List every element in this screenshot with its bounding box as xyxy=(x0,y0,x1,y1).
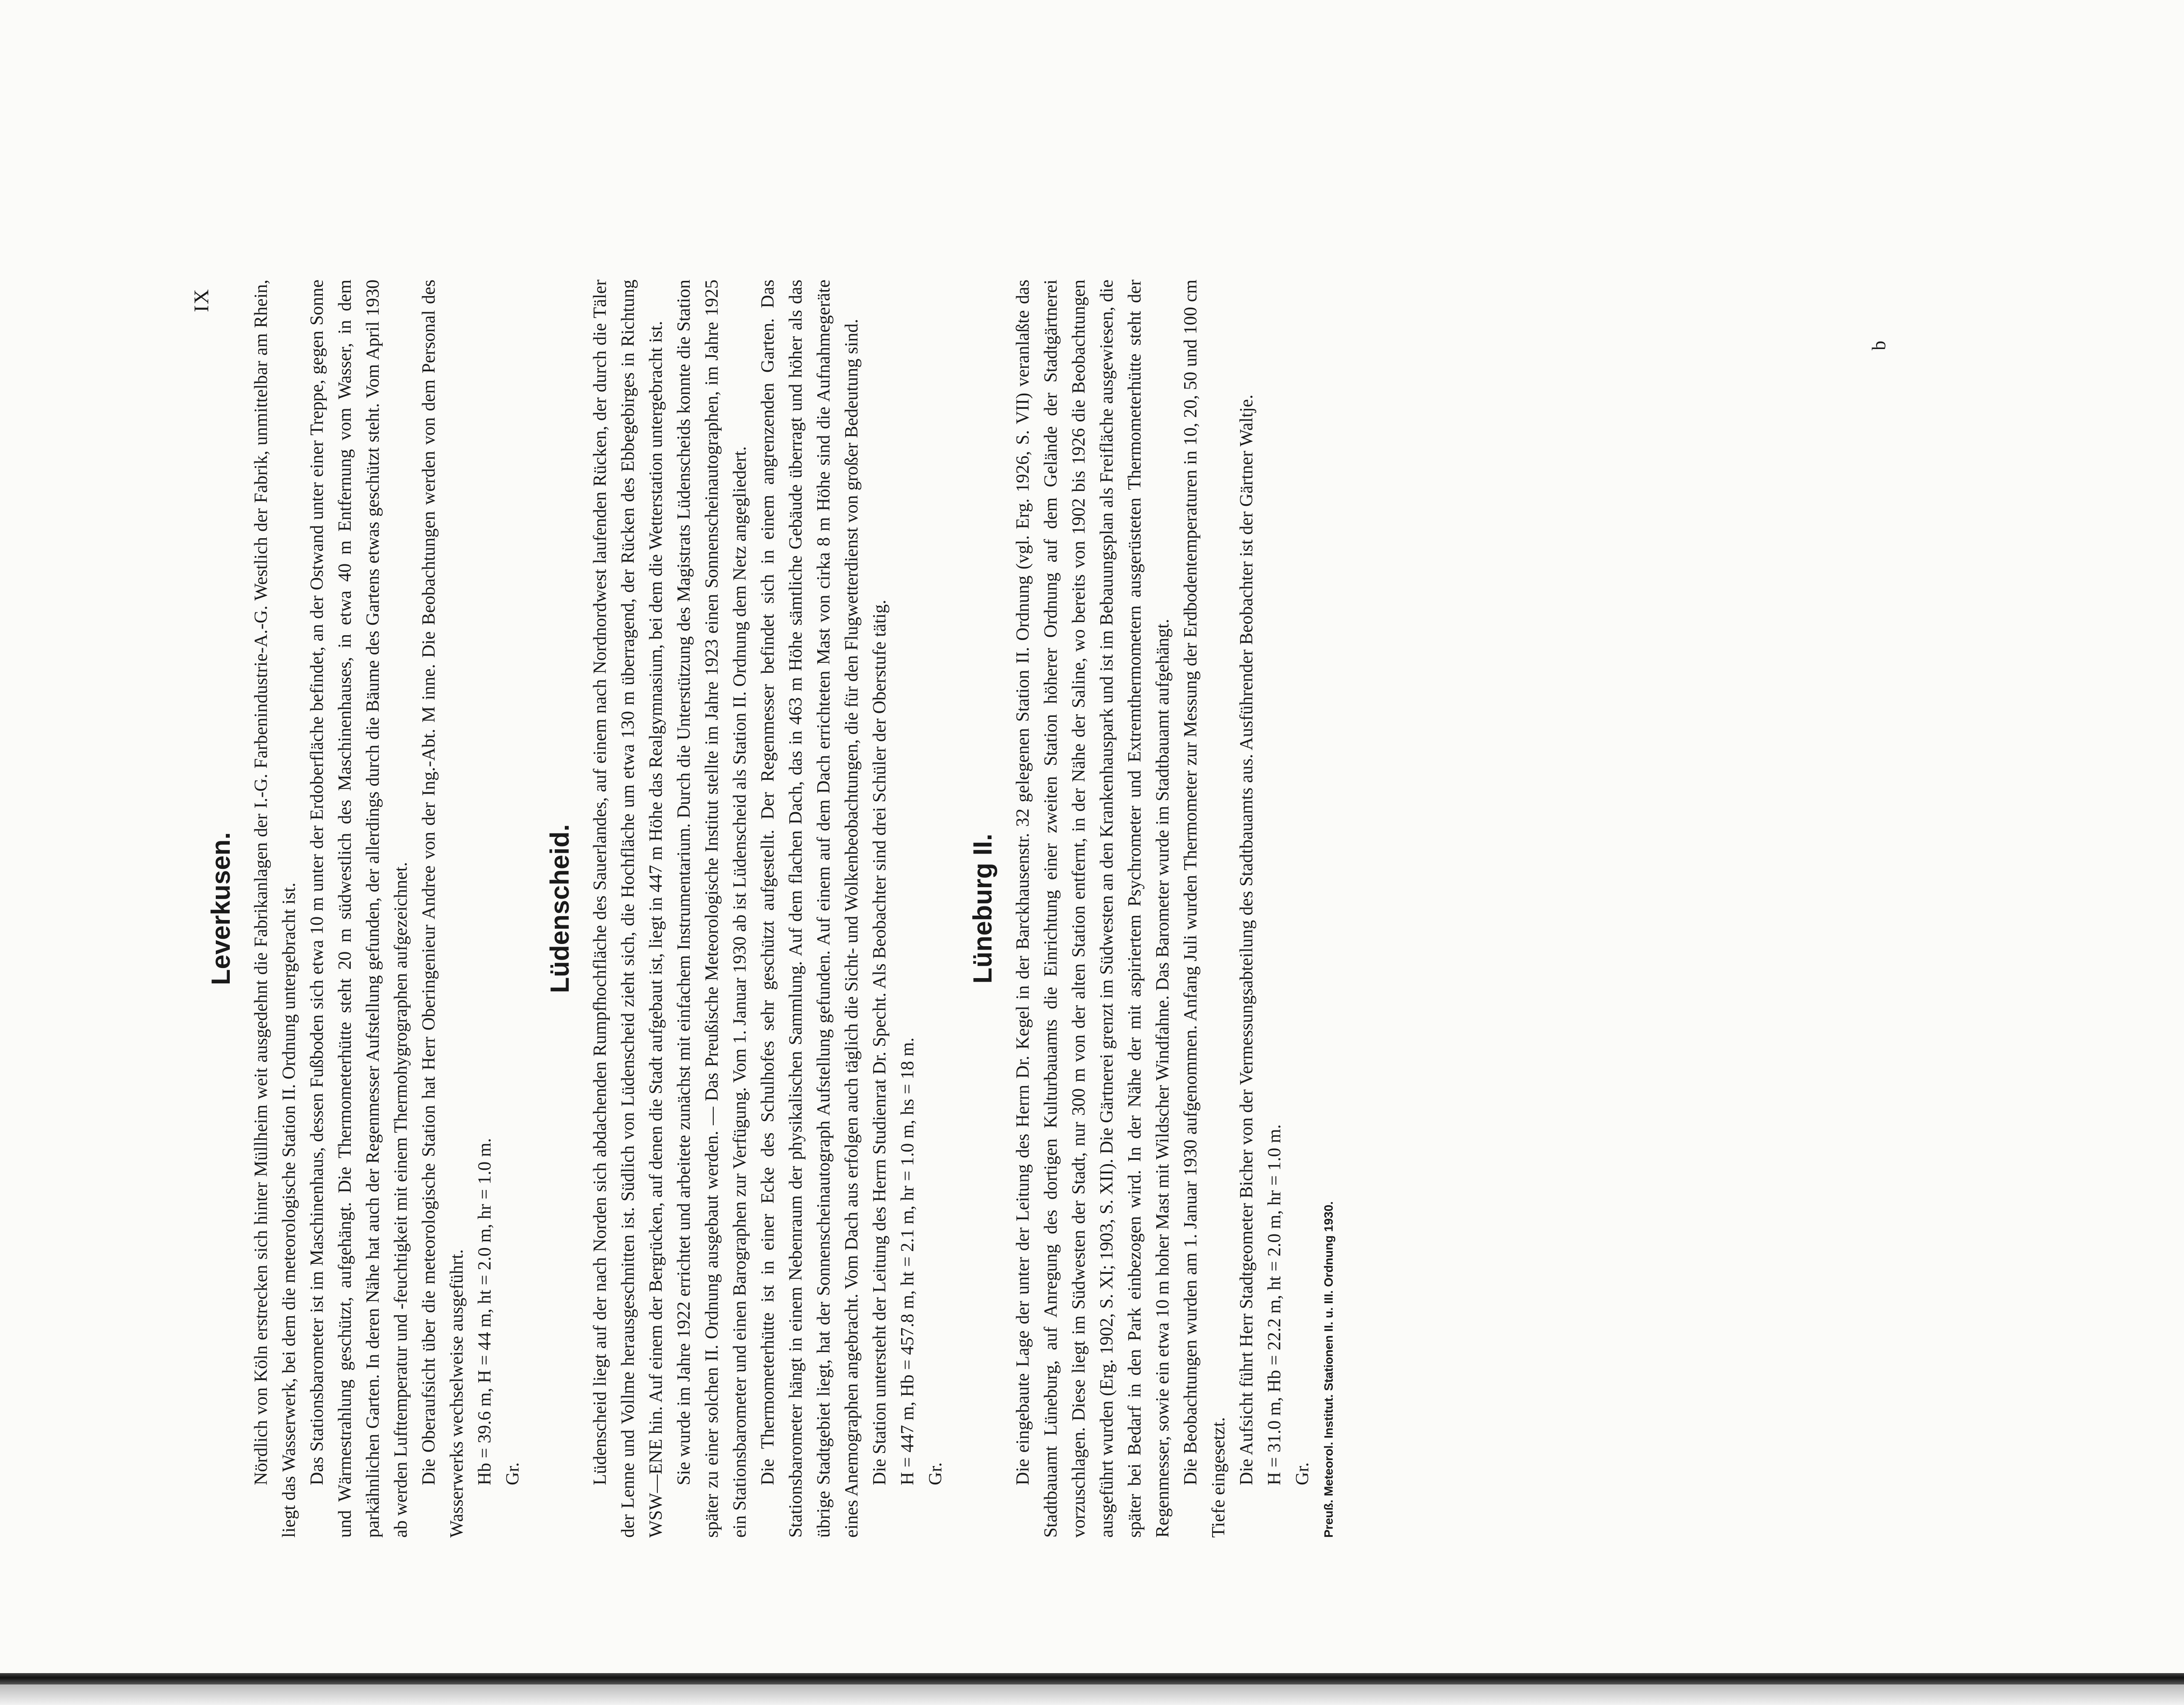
author-signature: Gr. xyxy=(926,1462,946,1485)
scanner-edge-strip xyxy=(0,1673,2184,1684)
section-leverkusen xyxy=(205,280,527,1538)
section-title: Lüdenscheid. xyxy=(545,824,574,993)
station-heights: H = 31.0 m, Hb = 22.2 m, ht = 2.0 m, hr = 1.0 m. xyxy=(1265,1124,1285,1485)
author-signature: Gr. xyxy=(503,1462,523,1485)
paragraph: Das Stationsbarometer ist im Maschinenhaus, dessen Fußboden sich etwa 10 m unter der Erdoberfläche befindet, an der Ostwand unter einer Treppe, gegen Sonne und Wärmestrahlung geschützt, aufgehängt. Die Thermometerhütte steht 20 m südwestlich des Maschinenhauses, in etwa 40 m Entfernung vom Wasser, in dem parkähnlichen Garten. In deren Nähe hat auch der Regenmesser Aufstellung gefunden, der allerdings durch die Bäume des Gartens etwas geschützt steht. Vom April 1930 ab werden Lufttemperatur und -feuchtigkeit mit einem Thermohygrographen aufgezeichnet. xyxy=(307,280,411,1538)
paragraph: Die Aufsicht führt Herr Stadtgeometer Bicher von der Vermessungsabteilung des Stadtbauamts aus. Ausführender Beobachter ist der Gärtner Waltje. xyxy=(1237,394,1257,1485)
publication-footnote: Preuß. Meteorol. Institut. Stationen II. u. III. Ordnung 1930. xyxy=(1322,1201,1335,1538)
paragraph: Die Oberaufsicht über die meteorologische Station hat Herr Oberingenieur Andree von der Ing.-Abt. M inne. Die Beobachtungen werden von dem Personal des Wasserwerks wechselweise ausgeführt. xyxy=(419,280,467,1538)
station-heights: H = 447 m, Hb = 457.8 m, ht = 2.1 m, hr = 1.0 m, hs = 18 m. xyxy=(898,1038,918,1485)
author-signature: Gr. xyxy=(1292,1462,1313,1485)
page-number: IX xyxy=(190,288,213,312)
station-heights: Hb = 39.6 m, H = 44 m, ht = 2.0 m, hr = 1.0 m. xyxy=(475,1138,495,1485)
paragraph: Sie wurde im Jahre 1922 errichtet und arbeitete zunächst mit einfachem Instrumentarium. Durch die Unterstützung des Magistrats Lüdenscheids konnte die Station später zu einer solchen II. Ordnung ausgebaut werden. — Das Preußische Meteorologische Institut stellte im Jahre 1923 einen Sonnenscheinautographen, im Jahre 1925 ein Stationsbarometer und einen Barographen zur Verfügung. Vom 1. Januar 1930 ab ist Lüdenscheid als Station II. Ordnung dem Netz angegliedert. xyxy=(674,280,750,1538)
paragraph: Lüdenscheid liegt auf der nach Norden sich abdachenden Rumpfhochfläche des Sauerlandes, auf einem nach Nordnordwest laufenden Rücken, der durch die Täler der Lenne und Vollme herausgeschnitten ist. Südlich von Lüdenscheid zieht sich, die Hochfläche um etwa 130 m überragend, der Rücken des Ebbegebirges in Richtung WSW—ENE hin. Auf einem der Bergrücken, auf denen die Stadt aufgebaut ist, liegt in 447 m Höhe das Realgymnasium, bei dem die Wetterstation untergebracht ist. xyxy=(590,280,666,1538)
paragraph: Die eingebaute Lage der unter der Leitung des Herrn Dr. Kegel in der Barckhausenstr. 32 gelegenen Station II. Ordnung (vgl. Erg. 1926, S. VII) veranlaßte das Stadtbauamt Lüneburg, auf Anregung des dortigen Kulturbauamts die Einrichtung einer zweiten Station höherer Ordnung auf dem Gelände der Stadtgärtnerei vorzuschlagen. Diese liegt im Südwesten der Stadt, nur 300 m von der alten Station entfernt, in der Nähe der Saline, wo bereits von 1902 bis 1926 die Beobachtungen ausgeführt wurden (Erg. 1902, S. XI; 1903, S. XII). Die Gärtnerei grenzt im Südwesten an den Krankenhauspark und ist im Bebauungsplan als Freifläche ausgewiesen, die später bei Bedarf in den Park einbezogen wird. In der Nähe der mit aspiriertem Psychrometer und Extremthermometern ausgerüsteten Thermometerhütte steht der Regenmesser, sowie ein etwa 10 m hoher Mast mit Wildscher Windfahne. Das Barometer wurde im Stadtbauamt aufgehängt. xyxy=(1013,280,1173,1538)
section-luedenscheid xyxy=(544,280,950,1538)
section-title: Leverkusen. xyxy=(206,832,235,986)
section-lueneburg xyxy=(967,280,1337,1538)
paragraph: Die Beobachtungen wurden am 1. Januar 1930 aufgenommen. Anfang Juli wurden Thermometer zur Messung der Erdbodentemperaturen in 10, 20, 50 und 100 cm Tiefe eingesetzt. xyxy=(1181,280,1229,1538)
scanner-shadow xyxy=(0,1684,2184,1705)
paragraph: Die Station untersteht der Leitung des Herrn Studienrat Dr. Specht. Als Beobachter sind drei Schüler der Oberstufe tätig. xyxy=(870,599,890,1485)
paragraph: Nördlich von Köln erstrecken sich hinter Müllheim weit ausgedehnt die Fabrikanlagen der I.-G. Farbenindustrie-A.-G. Westlich der Fabrik, unmittelbar am Rhein, liegt das Wasserwerk, bei dem die meteorologische Station II. Ordnung untergebracht ist. xyxy=(251,280,299,1538)
section-title: Lüneburg II. xyxy=(968,833,997,984)
sheet-signature-mark: b xyxy=(1868,341,1890,350)
rotated-page xyxy=(190,280,1931,1538)
paragraph: Die Thermometerhütte ist in einer Ecke des Schulhofes sehr geschützt aufgestellt. Der Regenmesser befindet sich in einem angrenzenden Garten. Das Stationsbarometer hängt in einem Nebenraum der physikalischen Sammlung. Auf dem flachen Dach, das in 463 m Höhe sämtliche Gebäude überragt und höher als das übrige Stadtgebiet liegt, hat der Sonnenscheinautograph Aufstellung gefunden. Auf einem auf dem Dach errichteten Mast von cirka 8 m Höhe sind die Aufnahmegeräte eines Anemographen angebracht. Vom Dach aus erfolgen auch täglich die Sicht- und Wolkenbeobachtungen, die für den Flugwetterdienst von großer Bedeutung sind. xyxy=(758,280,862,1538)
